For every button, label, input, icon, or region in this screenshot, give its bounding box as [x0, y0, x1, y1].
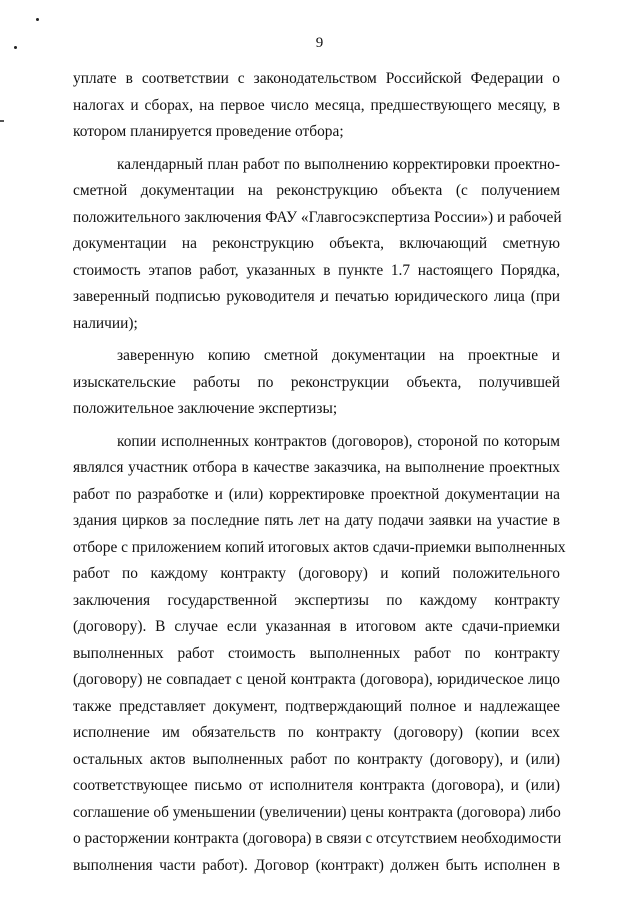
text-line: (договору). В случае если указанная в итоговом акте сдачи-приемки	[73, 618, 560, 635]
text-line: являлся участник отбора в качестве заказчика, на выполнение проектных	[73, 459, 560, 476]
text-line: уплате в соответствии с законодательством Российской Федерации о	[73, 70, 560, 87]
text-line: наличии);	[73, 314, 138, 332]
text-line: работ по каждому контракту (договору) и копий положительного	[73, 565, 560, 582]
page-number: 9	[315, 35, 324, 51]
text-line: заключения государственной экспертизы по каждому контракту	[73, 591, 560, 609]
text-line: заверенный подписью руководителя и печатью юридического лица (при	[73, 288, 560, 305]
text-line: положительного заключения ФАУ «Главгосэкспертиза России») и рабочей	[73, 208, 562, 226]
paragraph	[73, 152, 560, 338]
text-line: соответствующее письмо от исполнителя контракта (договора), и (или)	[73, 777, 560, 794]
text-line: документации на реконструкцию объекта, включающий сметную	[73, 235, 560, 252]
text-line: остальных актов выполненных работ по контракту (договору), и (или)	[73, 750, 560, 768]
text-line: котором планируется проведение отбора;	[73, 123, 344, 140]
text-line: заверенную копию сметной документации на проектные и	[117, 347, 560, 364]
text-line: (договору) не совпадает с ценой контракта (договора), юридическое лицо	[73, 671, 560, 688]
text-line: о расторжении контракта (договора) в связи с отсутствием необходимости	[73, 830, 562, 847]
paragraph	[73, 429, 566, 880]
text-line: соглашение об уменьшении (увеличении) цены контракта (договора) либо	[73, 803, 561, 821]
text-line: положительное заключение экспертизы;	[73, 400, 338, 417]
text-line: выполненных работ стоимость выполненных работ по контракту	[73, 644, 560, 662]
text-line: налогах и сборах, на первое число месяца, предшествующего месяцу, в	[73, 96, 560, 114]
text-line: здания цирков за последние пять лет на дату подачи заявки на участие в	[73, 512, 560, 529]
text-line: календарный план работ по выполнению корректировки проектно-	[117, 155, 560, 173]
text-line: сметной документации на реконструкцию объекта (с получением	[73, 182, 560, 199]
text-line: работ по разработке и (или) корректировке проектной документации на	[73, 485, 560, 503]
paragraph	[73, 66, 560, 146]
text-line: исполнение им обязательств по контракту (договору) (копии всех	[73, 724, 560, 741]
text-line: копии исполненных контрактов (договоров), стороной по которым	[117, 432, 560, 450]
text-line: отборе с приложением копий итоговых актов сдачи-приемки выполненных	[73, 538, 566, 556]
paragraph	[73, 343, 560, 423]
text-line: стоимость этапов работ, указанных в пункте 1.7 настоящего Порядка,	[73, 261, 560, 279]
text-line: изыскательские работы по реконструкции объекта, получившей	[73, 373, 560, 391]
scan-edge-mark	[0, 120, 4, 122]
scan-artifact-dot	[36, 18, 39, 21]
document-body	[73, 66, 566, 879]
text-line: также представляет документ, подтверждающий полное и надлежащее	[73, 697, 560, 715]
text-line: выполнения части работ). Договор (контракт) должен быть исполнен в	[73, 856, 560, 874]
